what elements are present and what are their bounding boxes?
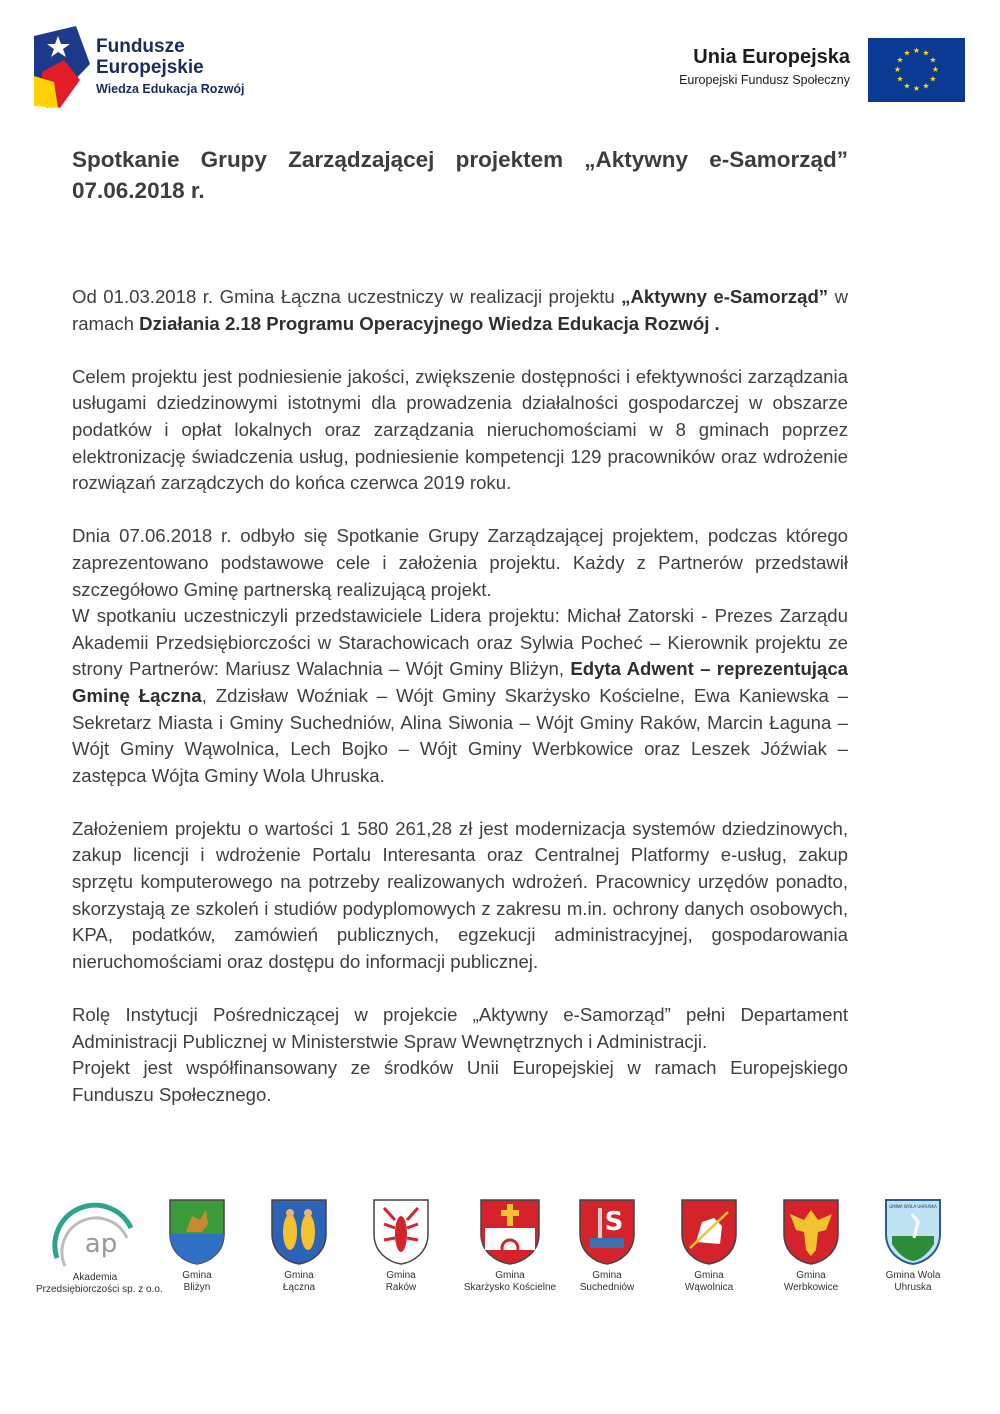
- partner-skarzysko-koscielne: Gmina Skarżysko Kościelne: [460, 1198, 560, 1294]
- svg-text:S: S: [604, 1207, 624, 1237]
- fe-logo-line2: Europejskie: [96, 57, 204, 78]
- svg-text:★: ★: [903, 48, 911, 58]
- svg-text:★: ★: [929, 74, 937, 84]
- page-title: Spotkanie Grupy Zarządzającej projektem „Aktywny e-Samorząd” 07.06.2018 r.: [72, 147, 848, 203]
- suchedniow-crest-icon: [578, 1198, 636, 1266]
- paragraph-goal: Celem projektu jest podniesienie jakości, zwiększenie dostępności i efektywności zarządzania usługami dziedzinowymi istotnymi dla prowadzenia działalności gospodarczej w obszarze podatków i opłat lokalnych oraz zarządzania nieruchomościami w 8 gminach poprzez elektronizację świadczenia usług, podniesienie kompetencji 129 pracowników oraz wdrożenie rozwiązań zarządczych do końca czerwca 2019 roku.: [72, 365, 848, 494]
- eu-logo-line2: Europejski Fundusz Społeczny: [679, 73, 850, 87]
- svg-text:★: ★: [929, 55, 937, 65]
- svg-text:★: ★: [896, 55, 904, 65]
- blizyn-crest-icon: [168, 1198, 226, 1266]
- eu-flag-icon: [868, 38, 965, 102]
- svg-text:★: ★: [893, 65, 902, 74]
- partner-laczna: Gmina Łączna: [270, 1198, 328, 1294]
- werbkowice-crest-icon: [782, 1198, 840, 1266]
- article-body: [72, 284, 848, 1108]
- paragraph-meeting: Dnia 07.06.2018 r. odbyło się Spotkanie Grupy Zarządzającej projektem, podczas którego zaprezentowano podstawowe cele i założenia projektu. Każdy z Partnerów przedstawił szczegółowo Gminę partnerską realizującą projekt.: [72, 525, 848, 600]
- svg-text:GMINA WOLA UHRUSKA: GMINA WOLA UHRUSKA: [889, 1204, 937, 1209]
- partner-wawolnica: Gmina Wąwolnica: [678, 1198, 740, 1294]
- partner-akademia: ap Akademia Przedsiębiorczości sp. z o.o.: [36, 1198, 154, 1296]
- wola-uhruska-crest-icon: [884, 1198, 942, 1266]
- laczna-crest-icon: [270, 1198, 328, 1266]
- partner-rakow: Gmina Raków: [372, 1198, 430, 1294]
- paragraph-funding: Projekt jest współfinansowany ze środków Unii Europejskiej w ramach Europejskiego Funduszu Społecznego.: [72, 1057, 848, 1105]
- skarzysko-crest-icon: [479, 1198, 541, 1266]
- svg-text:ap: ap: [84, 1229, 118, 1259]
- svg-text:★: ★: [912, 46, 921, 55]
- paragraph-intro: Od 01.03.2018 r. Gmina Łączna uczestniczy w realizacji projektu „Aktywny e-Samorząd” w ramach Działania 2.18 Programu Operacyjnego Wiedza Edukacja Rozwój .: [72, 286, 849, 334]
- svg-text:★: ★: [922, 81, 930, 91]
- paragraph-value: Założeniem projektu o wartości 1 580 261,28 zł jest modernizacja systemów dziedzinowych, zakup licencji i wdrożenie Portalu Interesanta oraz Centralnej Platformy e-usług, zakup sprzętu komputerowego na potrzeby realizowanych wdrożeń. Pracownicy urzędów ponadto, skorzystają ze szkoleń i studiów podyplomowych z zakresu m.in. ochrony danych osobowych, KPA, podatków, zamówień publicznych, egzekucji administracyjnej, gospodarowania nieruchomościami oraz dostępu do informacji publicznej.: [72, 817, 848, 972]
- fe-emblem-icon: [34, 26, 90, 108]
- svg-text:★: ★: [912, 84, 921, 93]
- paragraph-institution: Rolę Instytucji Pośredniczącej w projekcie „Aktywny e-Samorząd” pełni Departament Administracji Publicznej w Ministerstwie Spraw Wewnętrznych i Administracji.: [72, 1004, 848, 1052]
- partner-suchedniow: S Gmina Suchedniów: [576, 1198, 638, 1294]
- partner-blizyn: Gmina Bliżyn: [168, 1198, 226, 1294]
- svg-text:★: ★: [922, 48, 930, 58]
- svg-text:★: ★: [903, 81, 911, 91]
- svg-text:★: ★: [896, 74, 904, 84]
- fundusze-europejskie-logo: [34, 26, 274, 108]
- eu-logo-line1: Unia Europejska: [693, 46, 850, 68]
- paragraph-participants: W spotkaniu uczestniczyli przedstawiciele Lidera projektu: Michał Zatorski - Prezes Zarządu Akademii Przedsiębiorczości w Starachowicach oraz Sylwia Pocheć – Kierownik projektu ze strony Partnerów: Mariusz Walachnia – Wójt Gminy Bliżyn, Edyta Adwent – reprezentująca Gminę Łączna, Zdzisław Woźniak – Wójt Gminy Skarżysko Kościelne, Ewa Kaniewska – Sekretarz Miasta i Gminy Suchedniów, Alina Siwonia – Wójt Gminy Raków, Marcin Łaguna – Wójt Gminy Wąwolnica, Lech Bojko – Wójt Gminy Werbkowice oraz Leszek Jóźwiak – zastępca Wójta Gminy Wola Uhruska.: [72, 605, 849, 786]
- partner-wola-uhruska: GMINA WOLA UHRUSKA Gmina Wola Uhruska: [878, 1198, 948, 1294]
- svg-text:★: ★: [931, 65, 940, 74]
- rakow-crest-icon: [372, 1198, 430, 1266]
- fe-logo-line1: Fundusze: [96, 36, 185, 57]
- partner-logos: [36, 1198, 976, 1308]
- wawolnica-crest-icon: [680, 1198, 738, 1266]
- akademia-logo-icon: [47, 1198, 143, 1268]
- fe-logo-line3: Wiedza Edukacja Rozwój: [96, 82, 245, 96]
- eu-logo-text: [679, 46, 850, 87]
- partner-werbkowice: Gmina Werbkowice: [778, 1198, 844, 1294]
